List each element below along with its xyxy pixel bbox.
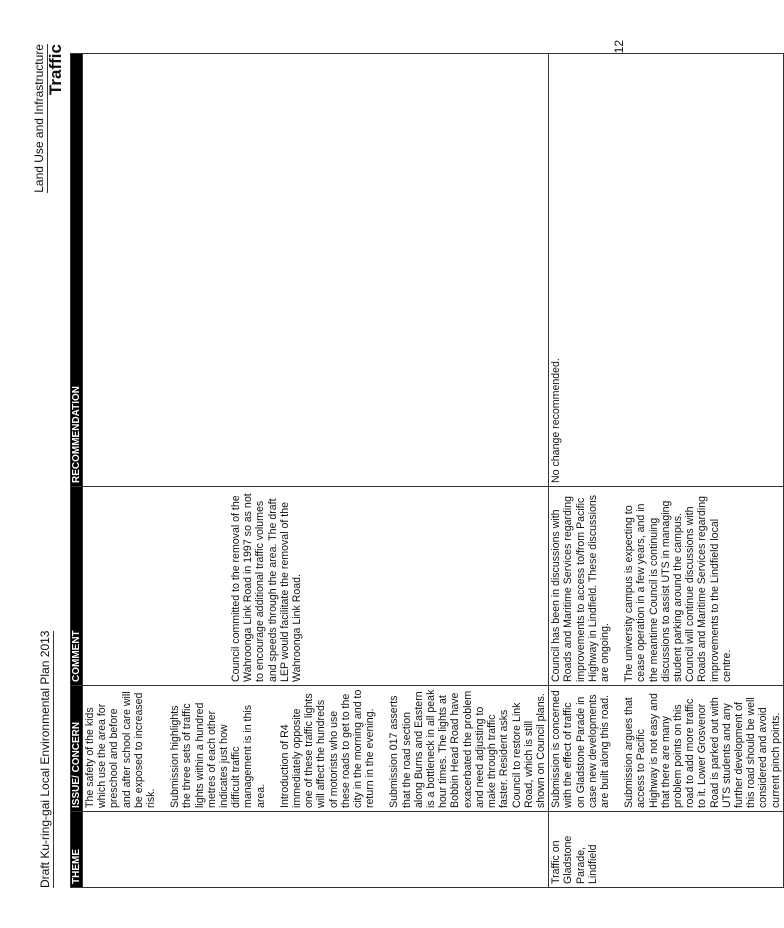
issue-paragraph: Introduction of R4 immediately opposite one of these traffic lights will affect the hundreds of motorists who use these roads to get to the city in the morning and to return in the evening. xyxy=(278,689,377,808)
comment-cell xyxy=(549,487,784,686)
issue-paragraph: Submission 017 asserts that the road section along Burns and Eastern is a bottleneck in all peak hour times. The lights at Bobbin Head Road have exacerbated the problem and need adjusting to make through traffic faster. Resident asks Council to restore Link Road, which is still shown on Council plans. xyxy=(388,689,547,808)
issue-cell xyxy=(549,686,784,812)
theme-cell xyxy=(83,812,549,888)
comment-paragraph: Council has been in discussions with Roads and Maritime Services regarding improvements to access to/from Pacific Highway in Lindfield. These discussions are ongoing. xyxy=(550,494,611,682)
column-header-comment: COMMENT xyxy=(71,487,83,686)
submissions-table xyxy=(70,53,784,888)
document-title: Draft Ku-ring-gai Local Environmental Plan 2013 xyxy=(38,630,52,888)
subsection-title: Traffic xyxy=(46,44,65,96)
recommendation-cell: No change recommended. xyxy=(549,54,784,487)
issue-cell xyxy=(83,686,549,812)
column-header-recommendation: RECOMMENDATION xyxy=(71,54,83,487)
theme-cell: Traffic on Gladstone Parade, Lindfield xyxy=(549,812,784,888)
issue-paragraph: Submission is concerned with the effect of traffic on Gladstone Parade in case new developments are built along this road. xyxy=(550,690,611,808)
table-row xyxy=(83,54,549,888)
section-title: Land Use and Infrastructure xyxy=(32,44,46,193)
table-header-row xyxy=(71,54,83,888)
column-header-theme: THEME xyxy=(71,812,83,888)
page-number: 12 xyxy=(612,40,626,54)
comment-cell xyxy=(83,487,549,686)
issue-paragraph: Submission argues that access to Pacific Highway is not easy and that there are many problem points on this road to add more traffic to it. Lower Grosvenor Road is parked out with UTS students and any further development of this road should be well considered and avoid current pinch points. xyxy=(623,693,782,808)
issue-paragraph: Submission highlights the three sets of traffic lights within a hundred metres of each other indicates just how difficult traffic management is in this area. xyxy=(169,702,267,808)
comment-paragraph: The university campus is expecting to cease operation in a few years, and in the meantime Council is continuing discussions to assist UTS in managing student parking around the campus. Council will continue discussions with Roads and Maritime Services regarding improvements to the Lindfield local centre. xyxy=(623,495,733,682)
recommendation-cell xyxy=(83,54,549,487)
issue-paragraph: The safety of the kids which use the area for preschool and before and after school care will be exposed to increased risk. xyxy=(84,691,158,808)
table-row xyxy=(549,54,784,888)
column-header-issue: ISSUE/ CONCERN xyxy=(71,686,83,812)
comment-paragraph: Council committed to the removal of the Wahroonga Link Road in 1997 so as not to encourage additional traffic volumes and speeds through the area. The draft LEP would facilitate the removal of the Wahroonga Link Road. xyxy=(230,493,304,682)
